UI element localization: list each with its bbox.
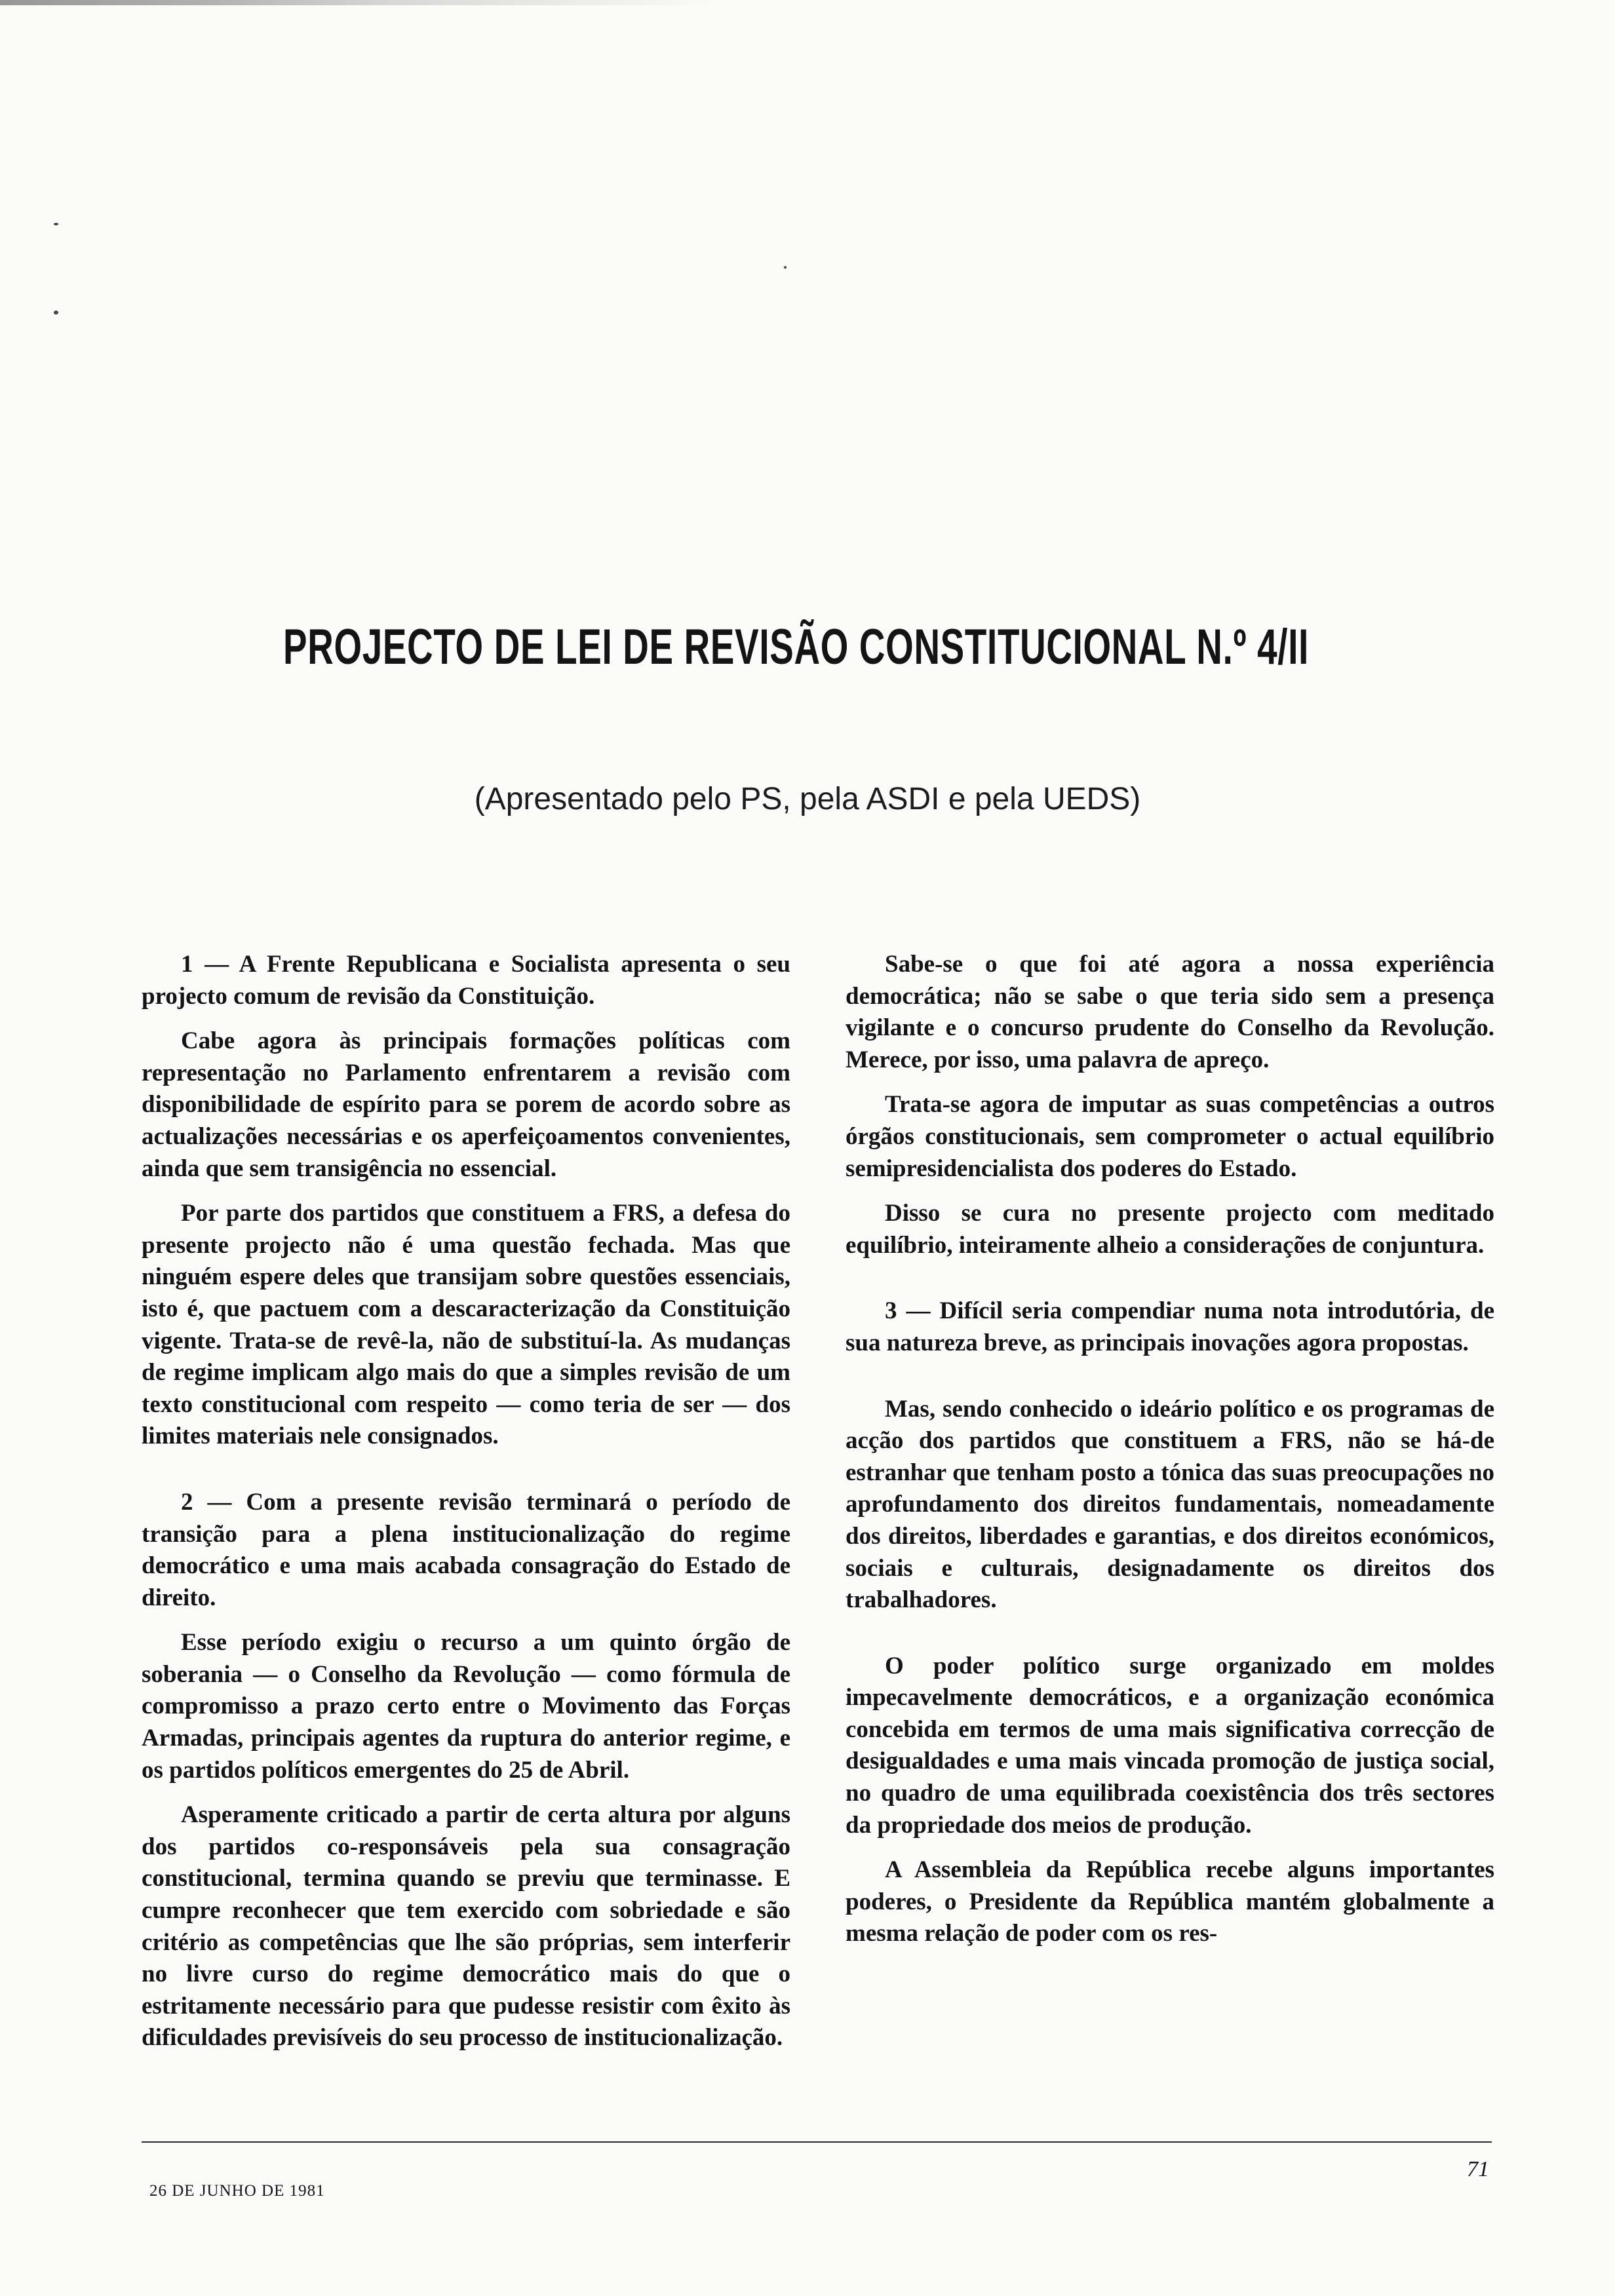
paragraph: A Assembleia da República recebe alguns importantes poderes, o Presidente da República mantém globalmente a mesma relação de poder com os res- — [846, 1856, 1494, 1947]
paragraph: 1 — A Frente Republicana e Socialista apresenta o seu projecto comum de revisão da Constituição. — [142, 951, 790, 1010]
paragraph: 2 — Com a presente revisão terminará o período de transição para a plena institucionalização do regime democrático e uma mais acabada consagração do Estado de direito. — [142, 1488, 790, 1611]
paragraph: Sabe-se o que foi até agora a nossa experiência democrática; não se sabe o que teria sido sem a presença vigilante e o concurso prudente do Conselho da Revolução. Merece, por isso, uma palavra de apreço. — [846, 951, 1494, 1073]
scan-speck — [784, 266, 787, 269]
document-subtitle: (Apresentado pelo PS, pela ASDI e pela UEDS) — [474, 782, 1141, 816]
page-number: 71 — [1467, 2157, 1489, 2181]
footer-date: 26 DE JUNHO DE 1981 — [149, 2182, 325, 2200]
paragraph: Mas, sendo conhecido o ideário político e os programas de acção dos partidos que constituem a FRS, não se há-de estranhar que tenham posto a tónica das suas preocupações no aprofundamento dos direitos fundamentais, nomeadamente dos direitos, liberdades e garantias, e dos direitos económicos, sociais e culturais, designadamente os direitos dos trabalhadores. — [846, 1395, 1494, 1614]
paragraph: Asperamente criticado a partir de certa altura por alguns dos partidos co-responsáveis pela sua consagração constitucional, termina quando se previu que terminasse. E cumpre reconhecer que tem exercido com sobriedade e são critério as competências que lhe são próprias, sem interferir no livre curso do regime democrático mais do que o estritamente necessário para que pudesse resistir com êxito às dificuldades previsíveis do seu processo de institucionalização. — [142, 1801, 790, 2052]
left-column — [142, 949, 790, 2067]
paragraph: Trata-se agora de imputar as suas competências a outros órgãos constitucionais, sem comprometer o actual equilíbrio semipresidencialista dos poderes do Estado. — [846, 1091, 1494, 1182]
paragraph: Cabe agora às principais formações políticas com representação no Parlamento enfrentarem a revisão com disponibilidade de espírito para se porem de acordo sobre as actualizações necessárias e os aperfeiçoamentos convenientes, ainda que sem transigência no essencial. — [142, 1027, 790, 1182]
right-column — [846, 949, 1494, 1963]
paragraph: Esse período exigiu o recurso a um quinto órgão de soberania — o Conselho da Revolução — como fórmula de compromisso a prazo certo entre o Movimento das Forças Armadas, principais agentes da ruptura do anterior regime, e os partidos políticos emergentes do 25 de Abril. — [142, 1629, 790, 1784]
paragraph: Por parte dos partidos que constituem a FRS, a defesa do presente projecto não é uma questão fechada. Mas que ninguém espere deles que transijam sobre questões essenciais, isto é, que pactuem com a descaracterização da Constituição vigente. Trata-se de revê-la, não de substituí-la. As mudanças de regime implicam algo mais do que a simples revisão de um texto constitucional com respeito — como teria de ser — dos limites materiais nele consignados. — [142, 1200, 790, 1450]
scan-speck — [54, 223, 58, 225]
paragraph: O poder político surge organizado em moldes impecavelmente democráticos, e a organização económica concebida em termos de uma mais significativa correcção de desigualdades e uma mais vincada promoção de justiça social, no quadro de uma equilibrada coexistência dos três sectores da propriedade dos meios de produção. — [846, 1652, 1494, 1839]
document-title: PROJECTO DE LEI DE REVISÃO CONSTITUCIONAL N.º 4/II — [283, 619, 1310, 675]
top-scan-edge — [0, 0, 721, 5]
paragraph: 3 — Difícil seria compendiar numa nota introdutória, de sua natureza breve, as principais inovações agora propostas. — [846, 1297, 1494, 1356]
footer-rule — [142, 2141, 1492, 2143]
scan-speck — [54, 311, 58, 315]
paragraph: Disso se cura no presente projecto com meditado equilíbrio, inteiramente alheio a considerações de conjuntura. — [846, 1200, 1494, 1259]
